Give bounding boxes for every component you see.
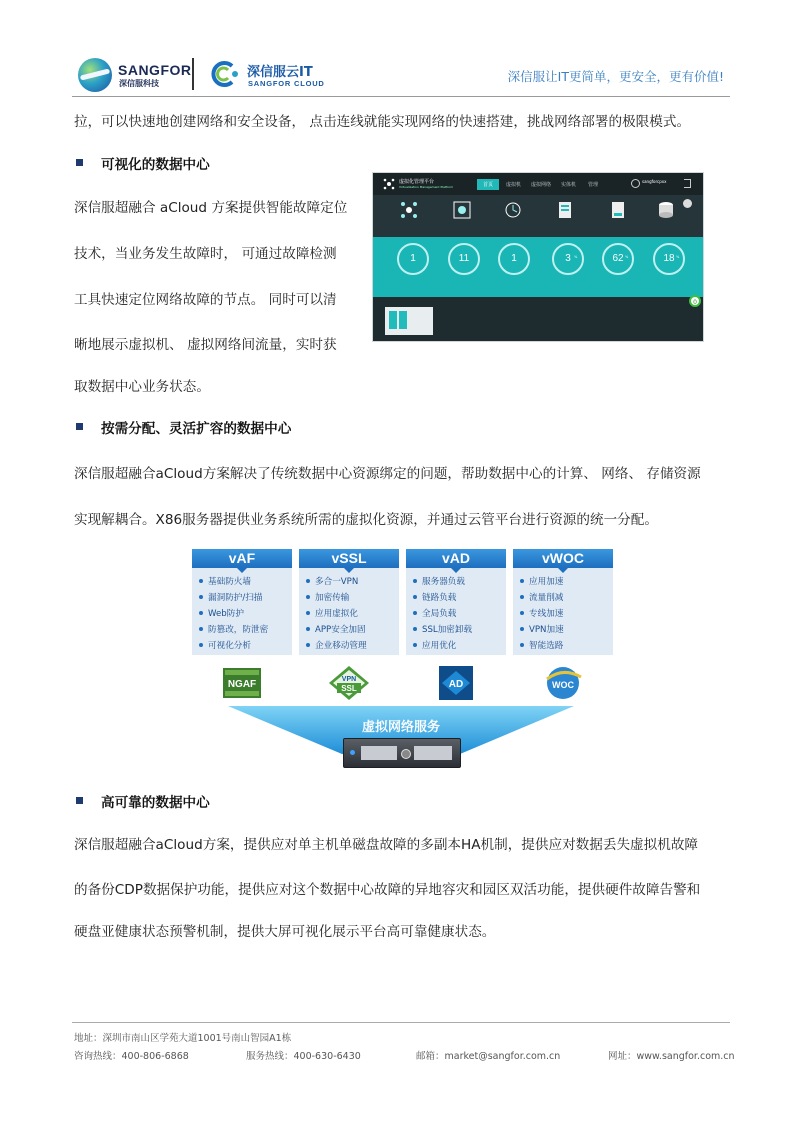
toggle-icon[interactable] bbox=[683, 199, 692, 208]
cloud-brand-cn: 深信服云IT bbox=[247, 65, 313, 80]
service-card-vwoc bbox=[513, 549, 613, 655]
service-item: 可视化分析 bbox=[208, 641, 251, 651]
server-power-icon bbox=[401, 749, 411, 759]
brand-name-cn: 深信服科技 bbox=[119, 79, 159, 88]
footer-website[interactable]: 网址：www.sangfor.com.cn bbox=[608, 1051, 735, 1062]
virtual-network-label: 虚拟网络服务 bbox=[361, 720, 440, 735]
intro-text: 拉，可以快速地创建网络和安全设备， 点击连线就能实现网络的快速搭建，挑战网络部署的极限模式。 bbox=[74, 114, 691, 130]
dashboard-logo-icon bbox=[383, 178, 395, 190]
database-icon[interactable] bbox=[657, 201, 675, 219]
service-item: 多合一VPN bbox=[315, 577, 359, 587]
section-1-line: 晰地展示虚拟机、 虚拟网络间流量，实时获 bbox=[74, 337, 337, 353]
service-item: 防篡改，防泄密 bbox=[208, 625, 269, 635]
stat-circle: 62 bbox=[602, 243, 634, 275]
section-2-line: 深信服超融合aCloud方案解决了传统数据中心资源绑定的问题，帮助数据中心的计算、 网络、 存储资源 bbox=[74, 466, 701, 482]
dashboard-screenshot bbox=[372, 172, 704, 342]
logo-divider bbox=[192, 58, 194, 90]
section-1-line: 技术，当业务发生故障时， 可通过故障检测 bbox=[74, 246, 337, 262]
page-header bbox=[0, 0, 800, 100]
stat-circle: 18 bbox=[653, 243, 685, 275]
service-item: Web防护 bbox=[208, 609, 244, 619]
percent-sign: % bbox=[676, 255, 680, 259]
firewall-icon[interactable] bbox=[453, 201, 471, 219]
service-item: 专线加速 bbox=[529, 609, 564, 619]
service-title: vSSL bbox=[299, 549, 399, 568]
section-bullet bbox=[76, 797, 83, 804]
ssl-label: SSL bbox=[341, 684, 357, 693]
service-item: SSL加密卸载 bbox=[422, 625, 473, 635]
host-bar-icon bbox=[399, 311, 407, 329]
section-1-line: 深信服超融合 aCloud 方案提供智能故障定位 bbox=[74, 200, 348, 216]
service-item: 加密传输 bbox=[315, 593, 350, 603]
clock-icon[interactable] bbox=[631, 179, 640, 188]
status-badge[interactable]: 0 bbox=[689, 295, 701, 307]
topology-icon[interactable] bbox=[400, 201, 418, 219]
service-title: vAF bbox=[192, 549, 292, 568]
section-bullet bbox=[76, 159, 83, 166]
section-1-line: 取数据中心业务状态。 bbox=[74, 379, 210, 395]
service-item: 智能选路 bbox=[529, 641, 564, 651]
service-item: VPN加速 bbox=[529, 625, 564, 635]
service-item: 全局负载 bbox=[422, 609, 457, 619]
woc-icon bbox=[541, 665, 585, 701]
dashboard-tab-host[interactable]: 实体机 bbox=[561, 182, 577, 188]
dashboard-stats-row bbox=[373, 237, 703, 297]
service-title: vWOC bbox=[513, 549, 613, 568]
host-bar-icon bbox=[389, 311, 397, 329]
ngaf-label: NGAF bbox=[227, 679, 257, 690]
footer-consult-hotline: 咨询热线：400-806-6868 bbox=[74, 1051, 189, 1062]
service-title: vAD bbox=[406, 549, 506, 568]
ad-icon bbox=[434, 665, 478, 701]
service-card-vad bbox=[406, 549, 506, 655]
percent-sign: % bbox=[625, 255, 629, 259]
footer-email[interactable]: 邮箱：market@sangfor.com.cn bbox=[416, 1051, 561, 1062]
dashboard-title: 虚拟化管理平台 bbox=[399, 179, 435, 185]
service-item: 基础防火墙 bbox=[208, 577, 251, 587]
dashboard-tab-manage[interactable]: 管理 bbox=[588, 182, 599, 188]
monitor-icon[interactable] bbox=[504, 201, 522, 219]
dashboard-tab-vm[interactable]: 虚拟机 bbox=[506, 182, 522, 188]
dashboard-tab-home[interactable]: 首页 bbox=[477, 179, 499, 190]
service-item: 应用虚拟化 bbox=[315, 609, 358, 619]
stat-circle: 11 bbox=[448, 243, 480, 275]
section-2-line: 实现解耦合。X86服务器提供业务系统所需的虚拟化资源，并通过云管平台进行资源的统一分配。 bbox=[74, 512, 658, 528]
section-heading-reliable: 高可靠的数据中心 bbox=[101, 795, 210, 811]
server-chassis-icon bbox=[343, 738, 461, 768]
service-item: 漏洞防护/扫描 bbox=[208, 593, 263, 603]
dashboard-icon-row bbox=[373, 195, 703, 237]
footer-address: 地址：深圳市南山区学苑大道1001号南山智园A1栋 bbox=[74, 1033, 292, 1044]
section-heading-visual: 可视化的数据中心 bbox=[101, 157, 210, 173]
service-item: 服务器负载 bbox=[422, 577, 465, 587]
footer-divider bbox=[72, 1022, 730, 1023]
stat-circle: 1 bbox=[397, 243, 429, 275]
cloud-brand-en: SANGFOR CLOUD bbox=[248, 79, 325, 88]
stat-circle: 1 bbox=[498, 243, 530, 275]
service-item: 应用加速 bbox=[529, 577, 564, 587]
header-slogan: 深信服让IT更简单，更安全，更有价值! bbox=[507, 69, 724, 84]
server-drive-bay bbox=[414, 746, 452, 760]
sangfor-logo-icon bbox=[78, 58, 112, 92]
section-3-line: 深信服超融合aCloud方案，提供应对单主机单磁盘故障的多副本HA机制，提供应对数据丢失虚拟机故障 bbox=[74, 837, 699, 853]
section-1-line: 工具快速定位网络故障的节点。 同时可以清 bbox=[74, 292, 337, 308]
vpn-ssl-icon bbox=[327, 665, 371, 701]
woc-label: WOC bbox=[552, 680, 574, 690]
service-card-vaf bbox=[192, 549, 292, 655]
dashboard-tab-vnet[interactable]: 虚拟网络 bbox=[531, 182, 552, 188]
logout-icon[interactable] bbox=[684, 179, 691, 188]
brand-name: SANGFOR bbox=[118, 62, 192, 78]
dashboard-user[interactable]: sangforcpxx bbox=[642, 179, 667, 184]
stat-circle: 3 bbox=[552, 243, 584, 275]
server-led-icon bbox=[350, 750, 355, 755]
header-divider bbox=[72, 96, 730, 97]
service-item: 链路负载 bbox=[422, 593, 457, 603]
server-icon[interactable] bbox=[556, 201, 574, 219]
section-bullet bbox=[76, 423, 83, 430]
dashboard-bottom-panel bbox=[373, 297, 703, 342]
dashboard-subtitle: Virtualization Management Platform bbox=[399, 185, 454, 189]
ad-label: AD bbox=[448, 679, 464, 690]
sangfor-cloud-logo-icon bbox=[206, 60, 242, 88]
section-3-line: 硬盘亚健康状态预警机制，提供大屏可视化展示平台高可靠健康状态。 bbox=[74, 924, 496, 940]
section-heading-scalable: 按需分配、灵活扩容的数据中心 bbox=[101, 421, 292, 437]
percent-sign: % bbox=[574, 255, 578, 259]
section-3-line: 的备份CDP数据保护功能，提供应对这个数据中心故障的异地容灾和园区双活功能，提供硬件故障告警和 bbox=[74, 882, 701, 898]
service-item: 应用优化 bbox=[422, 641, 457, 651]
service-item: APP安全加固 bbox=[315, 625, 366, 635]
service-item: 企业移动管理 bbox=[315, 641, 367, 651]
server-drive-bay bbox=[361, 746, 397, 760]
vpn-label: VPN bbox=[341, 676, 357, 683]
footer-service-hotline: 服务热线：400-630-6430 bbox=[246, 1051, 361, 1062]
service-item: 流量削减 bbox=[529, 593, 564, 603]
host-card[interactable] bbox=[385, 307, 433, 335]
storage-icon[interactable] bbox=[609, 201, 627, 219]
dashboard-topbar bbox=[373, 173, 703, 195]
ngaf-icon bbox=[220, 665, 264, 701]
service-card-vssl bbox=[299, 549, 399, 655]
